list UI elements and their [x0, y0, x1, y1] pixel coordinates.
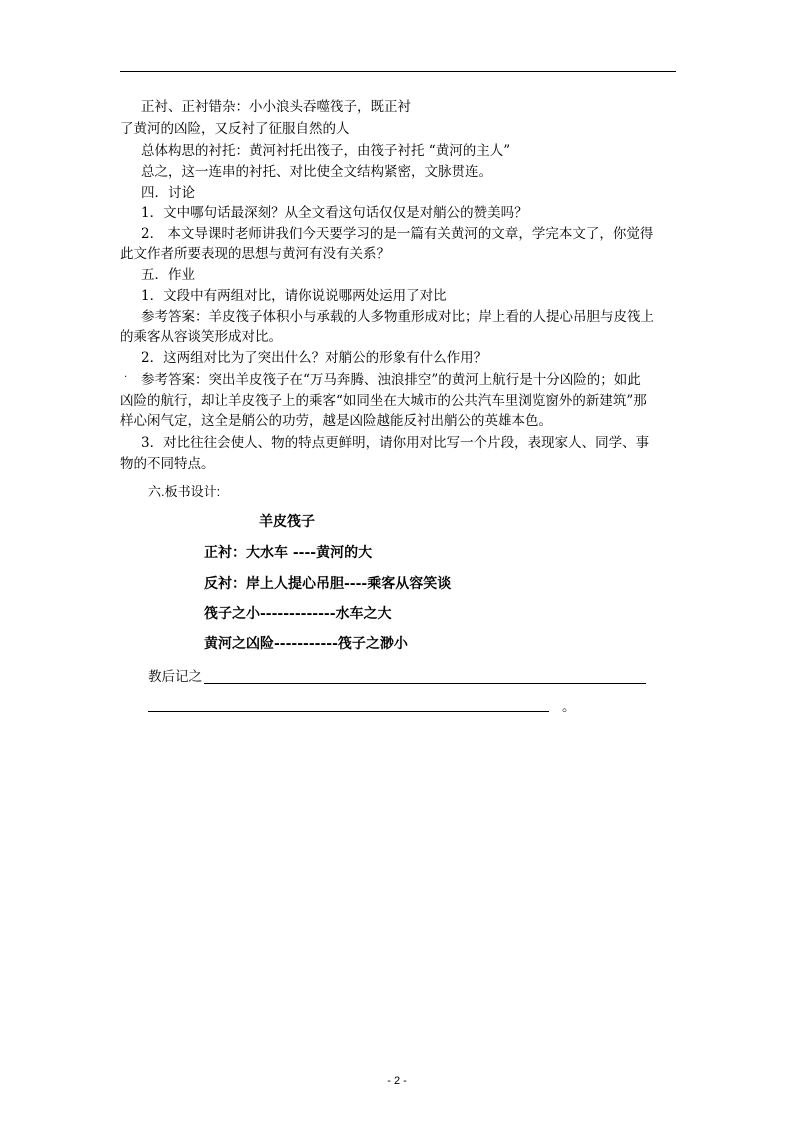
- board-row: 黄河之凶险-----------筏子之渺小: [204, 636, 408, 652]
- board-row: 反衬：岸上人提心吊胆----乘客从容笑谈: [204, 576, 452, 592]
- text-line: 样心闲气定，这全是艄公的功劳，越是凶险越能反衬出艄公的英雄本色。: [120, 413, 552, 429]
- text-line: 了黄河的凶险，又反衬了征服自然的人: [120, 121, 350, 137]
- text-line: 总体构思的衬托：黄河衬托出筏子，由筏子衬托 “黄河的主人”: [141, 143, 511, 159]
- board-row: 正衬：大水车 ----黄河的大: [204, 545, 373, 561]
- afterword-label: 教后记之: [148, 669, 202, 685]
- text-line: 凶险的航行，却让羊皮筏子上的乘客“如同坐在大城市的公共汽车里浏览窗外的新建筑”那: [120, 393, 647, 409]
- section-heading-discussion: 四．讨论: [141, 185, 195, 201]
- afterword-blank-line[interactable]: [204, 683, 646, 684]
- board-title: 羊皮筏子: [259, 514, 315, 530]
- header-rule: [120, 71, 676, 72]
- page-number: - 2 -: [387, 1075, 407, 1087]
- answer-2: 参考答案：突出羊皮筏子在“万马奔腾、浊浪排空”的黄河上航行是十分凶险的；如此: [141, 372, 641, 388]
- text-line: 的乘客从容谈笑形成对比。: [120, 329, 282, 345]
- question-1: 1．文中哪句话最深刻？从全文看这句话仅仅是对艄公的赞美吗？: [141, 205, 528, 221]
- board-design-heading: 六.板书设计:: [148, 484, 221, 499]
- afterword-end-mark: 。: [562, 699, 576, 715]
- afterword-blank-line-2[interactable]: [148, 711, 549, 712]
- homework-1: 1．文段中有两组对比，请你说说哪两处运用了对比: [141, 288, 447, 304]
- question-2: 2． 本文导课时老师讲我们今天要学习的是一篇有关黄河的文章，学完本文了，你觉得: [141, 226, 654, 242]
- answer-1: 参考答案：羊皮筏子体积小与承载的人多物重形成对比；岸上看的人提心吊胆与皮筏上: [141, 309, 654, 325]
- bullet-dot: .: [124, 369, 128, 380]
- text-line: 正衬、正衬错杂：小小浪头吞噬筏子，既正衬: [141, 99, 411, 115]
- homework-2: 2．这两组对比为了突出什么？对艄公的形象有什么作用？: [141, 350, 488, 366]
- text-line: 物的不同特点。: [120, 456, 215, 472]
- homework-3: 3．对比往往会使人、物的特点更鲜明，请你用对比写一个片段，表现家人、同学、事: [141, 435, 650, 451]
- text-line: 此文作者所要表现的思想与黄河有没有关系？: [120, 246, 390, 262]
- board-row: 筏子之小-------------水车之大: [204, 606, 392, 622]
- section-heading-homework: 五．作业: [141, 267, 195, 283]
- text-line: 总之，这一连串的衬托、对比使全文结构紧密，文脉贯连。: [141, 164, 492, 180]
